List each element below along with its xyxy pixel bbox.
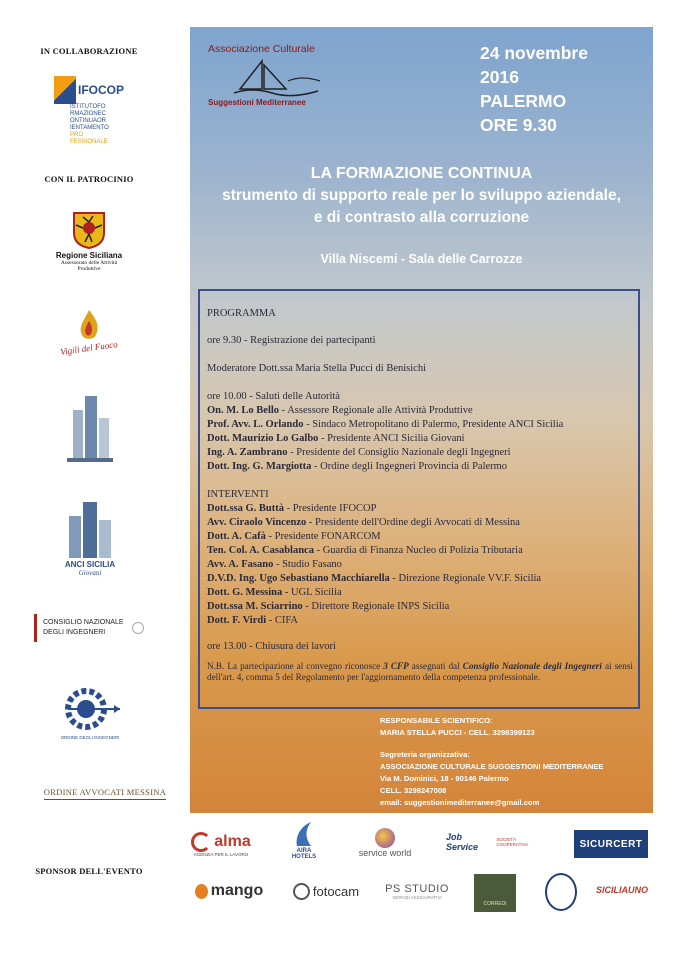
sponsor-corredi: CORREDI [474,874,516,912]
speaker-row: Dott.ssa G. Buttà - Presidente IFOCOP [207,503,377,514]
ifocop-subtitle: ISTITUTOFO RMAZIONEC ONTINUAOR IENTAMENTO PRO FESSIONALE [70,104,109,145]
consiglio-nazionale-logo [34,612,174,644]
anci-giovani-logo-1 [60,390,120,466]
association-title: Associazione Culturale [208,43,315,55]
sponsor-ps-studio: PS STUDIO SERVIZI ASSICURATIVI [385,882,449,900]
sponsor-alma: alma AGENZIA PER IL LAVORO [188,826,254,862]
authority-row: Dott. Maurizio Lo Galbo - Presidente ANCI Sicilia Giovani [207,433,465,444]
date-day: 24 novembre [480,43,588,63]
segreteria-label: Segreteria organizzativa: [380,750,470,759]
sponsor-mango: mango [188,876,270,906]
authority-row: Prof. Avv. L. Orlando - Sindaco Metropolitano di Palermo, Presidente ANCI Sicilia [207,419,564,430]
speaker-row: Ten. Col. A. Casablanca - Guardia di Finanza Nucleo di Polizia Tributaria [207,545,523,556]
speaker-row: Dott. A. Cafà - Presidente FONARCOM [207,531,381,542]
collab-label: IN COLLABORAZIONE [40,46,138,56]
speaker-row: Avv. A. Fasano - Studio Fasano [207,559,342,570]
interventi-title: INTERVENTI [207,489,269,500]
patrocinio-label: CON IL PATROCINIO [44,174,134,184]
skyscraper-icon [63,500,117,560]
program-box [198,289,640,709]
sponsor-aira-hotels: AIRA HOTELS [284,816,324,864]
gear-compass-icon [58,683,122,735]
ifocop-logo [52,70,126,152]
responsabile-value: MARIA STELLA PUCCI - CELL. 3298399123 [380,728,535,737]
anci-giovani-logo-2 [52,494,128,582]
program-greetings: ore 10.00 - Saluti delle Autorità [207,391,340,402]
segreteria-line: CELL. 3298247008 [380,786,447,795]
regione-siciliana-logo [44,205,134,277]
seal-icon [545,873,577,911]
event-date [480,41,588,137]
sponsor-seal [544,872,578,912]
mango-icon [195,884,208,899]
ordine-ingegneri-logo [50,676,130,746]
segreteria-email: email: suggestionimediterranee@gmail.com [380,798,540,807]
association-subtitle: Suggestioni Mediterranee [208,98,306,107]
authority-row: Dott. Ing. G. Margiotta - Ordine degli Ingegneri Provincia di Palermo [207,461,508,472]
authority-row: Ing. A. Zambrano - Presidente del Consiglio Nazionale degli Ingegneri [207,447,511,458]
sailboat-icon [232,57,322,99]
segreteria-line: ASSOCIAZIONE CULTURALE SUGGESTIONI MEDITERRANEE [380,762,604,771]
date-year: 2016 [480,67,519,87]
vigili-del-fuoco-logo [54,300,124,362]
sponsor-service-world: service world [352,824,418,862]
program-moderator: Moderatore Dott.ssa Maria Stella Pucci di Benisichi [207,363,426,374]
date-city: PALERMO [480,91,567,111]
speaker-row: D.V.D. Ing. Ugo Sebastiano Macchiarella - Direzione Regionale VV.F. Sicilia [207,573,542,584]
ordine-avvocati-logo [38,780,172,806]
skyscraper-icon [65,392,115,464]
globe-icon [375,828,395,848]
speaker-row: Avv. Ciraolo Vincenzo - Presidente dell'Ordine degli Avvocati di Messina [207,517,520,528]
regione-name: Regione Siciliana [55,250,123,260]
headline-line3: e di contrasto alla corruzione [313,209,530,226]
sponsor-job-service: Job Service SOCIETÀ COOPERATIVA [446,832,529,852]
regione-sub: Assessorato delle Attività Produttive [60,259,118,272]
vigili-text: Vigili del Fuoco [59,339,119,357]
speaker-row: Dott. F. Virdi - CIFA [207,615,299,626]
responsabile-label: RESPONSABILE SCIENTIFICO: [380,716,493,725]
alma-swirl-icon [191,832,211,852]
sponsor-siciliauno: SICILIAUNO [595,885,648,895]
ifocop-name: IFOCOP [77,83,124,97]
consiglio-line2: DEGLI INGEGNERI [43,629,106,636]
program-registration: ore 9.30 - Registrazione dei partecipanti [207,335,376,346]
anci-sub: Giovani [78,568,102,577]
sponsor-sicurcert: SICURCERT [574,830,648,858]
regione-crest-icon [72,211,106,249]
flame-icon [76,309,102,343]
consiglio-line1: CONSIGLIO NAZIONALE [43,619,124,626]
date-time: ORE 9.30 [480,115,557,135]
program-title: PROGRAMMA [207,308,276,319]
ordine-ing-text: ORDINE DEGLI INGEGNERI [60,734,120,740]
anci-text: ANCI SICILIA [64,559,116,569]
camera-lens-icon [293,883,310,900]
authority-row: On. M. Lo Bello - Assessore Regionale alle Attività Produttive [207,405,473,416]
consiglio-bar-icon [34,614,37,642]
program-closing: ore 13.00 - Chiusura dei lavori [207,641,336,652]
nb-note: N.B. La partecipazione al convegno riconosce 3 CFP assegnati dal Consiglio Nazionale degli Ingegneri ai sensi dell'art. 4, comma 5 del Regolamento per l'aggiornamento della competenza professionale. [207,661,633,682]
segreteria-line: Via M. Dominici, 18 - 90146 Palermo [380,774,509,783]
headline-line2: strumento di supporto reale per lo sviluppo aziendale, [222,187,621,204]
seal-icon [132,622,144,634]
sponsor-label: SPONSOR DELL'EVENTO [35,866,143,876]
headline-line1: LA FORMAZIONE CONTINUA [310,165,533,182]
speaker-row: Dott.ssa M. Sciarrino - Direttore Regionale INPS Sicilia [207,601,450,612]
avvocati-text: ORDINE AVVOCATI MESSINA [44,787,166,800]
speaker-row: Dott. G. Messina - UGL Sicilia [207,587,342,598]
wave-icon [293,820,315,848]
sponsor-fotocam: fotocam [284,878,368,904]
event-poster [190,27,653,813]
venue: Villa Niscemi - Sala delle Carrozze [320,252,523,266]
